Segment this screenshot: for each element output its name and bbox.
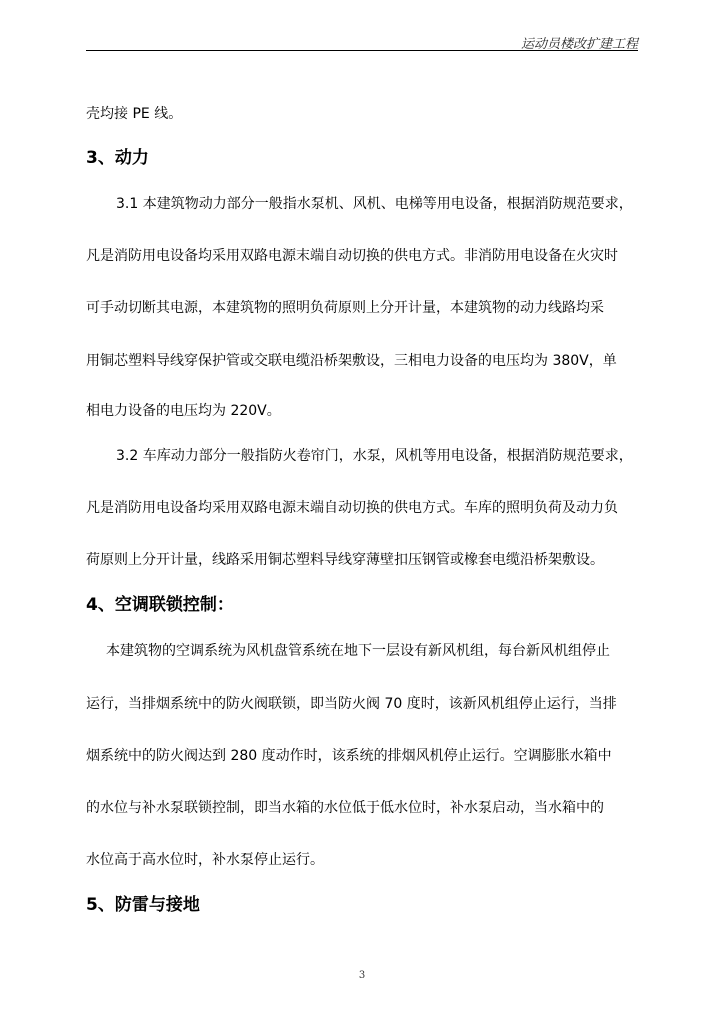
section-heading-4: 4、空调联锁控制：: [86, 595, 234, 615]
paragraph-line: 荷原则上分开计量，线路采用铜芯塑料导线穿薄壁扣压钢管或橡套电缆沿桥架敷设。: [86, 552, 604, 568]
section-heading-5: 5、防雷与接地: [86, 895, 200, 915]
paragraph-line: 水位高于高水位时，补水泵停止运行。: [86, 852, 324, 868]
paragraph-line: 相电力设备的电压均为 220V。: [86, 403, 281, 419]
paragraph-line: 3.1 本建筑物动力部分一般指水泵机、风机、电梯等用电设备，根据消防规范要求，: [116, 196, 633, 212]
section-heading-3: 3、动力: [86, 148, 149, 168]
paragraph-line: 凡是消防用电设备均采用双路电源末端自动切换的供电方式。非消防用电设备在火灾时: [86, 248, 618, 264]
paragraph-line: 用铜芯塑料导线穿保护管或交联电缆沿桥架敷设，三相电力设备的电压均为 380V，单: [86, 353, 617, 369]
paragraph-line: 凡是消防用电设备均采用双路电源末端自动切换的供电方式。车库的照明负荷及动力负: [86, 500, 618, 516]
running-header-title: 运动员楼改扩建工程: [520, 37, 638, 52]
paragraph-line: 壳均接 PE 线。: [86, 106, 183, 122]
paragraph-line: 可手动切断其电源，本建筑物的照明负荷原则上分开计量，本建筑物的动力线路均采: [86, 300, 604, 316]
page-number: 3: [358, 970, 366, 981]
header-divider: [86, 50, 638, 51]
paragraph-line: 的水位与补水泵联锁控制，即当水箱的水位低于低水位时，补水泵启动，当水箱中的: [86, 800, 604, 816]
paragraph-line: 运行，当排烟系统中的防火阀联锁，即当防火阀 70 度时，该新风机组停止运行，当排: [86, 696, 617, 712]
paragraph-line: 3.2 车库动力部分一般指防火卷帘门，水泵，风机等用电设备，根据消防规范要求，: [116, 448, 633, 464]
paragraph-line: 烟系统中的防火阀达到 280 度动作时，该系统的排烟风机停止运行。空调膨胀水箱中: [86, 748, 612, 764]
paragraph-line: 本建筑物的空调系统为风机盘管系统在地下一层设有新风机组，每台新风机组停止: [106, 643, 610, 659]
